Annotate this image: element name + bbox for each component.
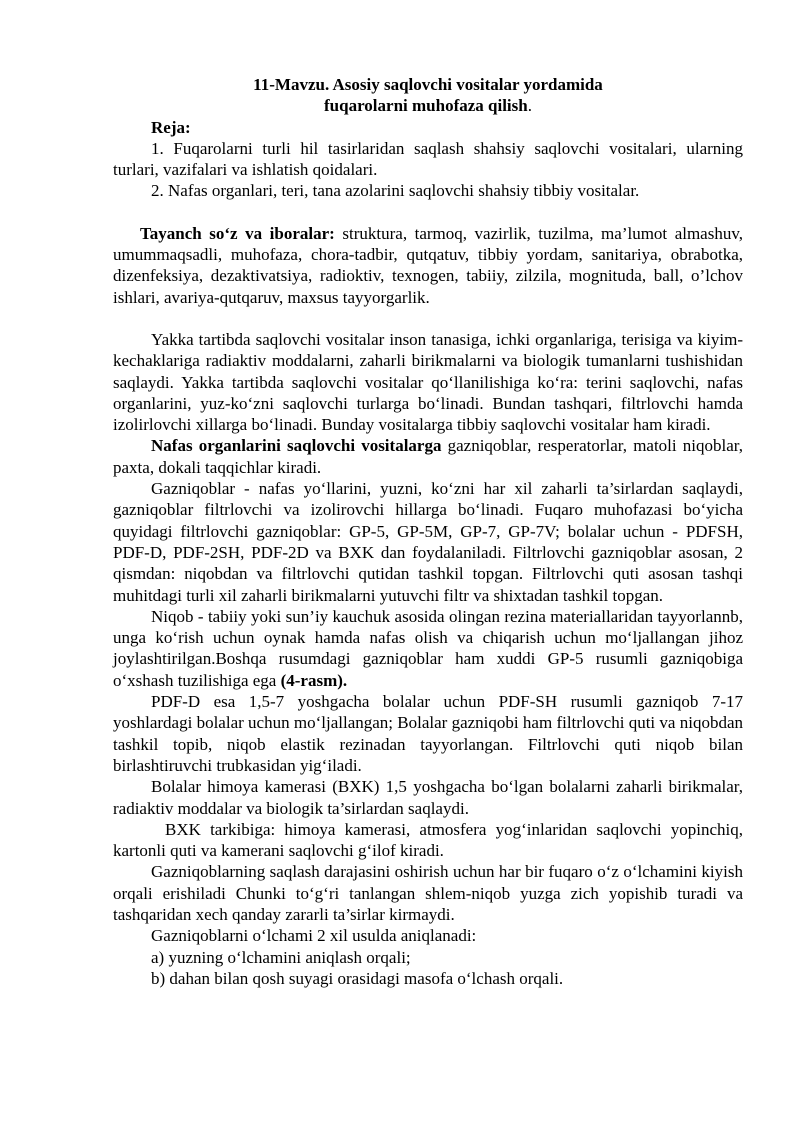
document-page — [113, 74, 743, 989]
paragraph-2 — [113, 435, 743, 478]
list-item-a: a) yuzning o‘lchamini aniqlash orqali; — [151, 947, 411, 967]
paragraph-2-text: gazniqoblar, resperatorlar, matoli niqoblar, paxta, dokali taqqichlar kiradi. — [113, 436, 743, 477]
spacer — [113, 202, 743, 223]
plan-item-2: 2. Nafas organlari, teri, tana azolarini saqlovchi shahsiy tibbiy vositalar. — [151, 181, 640, 201]
keywords-text: struktura, tarmoq, vazirlik, tuzilma, ma’lumot almashuv, umummaqsadli, muhofaza, chora-tadbir, qutqatuv, tibbiy yordam, sanitariya, obrabotka, dizenfeksiya, dezaktivatsiya, radioktiv, texnogen, tabiiy, zilzila, mognituda, ball, o’lchov ishlari, avariya-qutqaruv, maxsus tayyorgarlik. — [113, 223, 743, 307]
title-dot: . — [527, 96, 532, 116]
list-item-b: b) dahan bilan qosh suyagi orasidagi masofa o‘lchash orqali. — [151, 968, 564, 988]
paragraph-9: Gazniqoblarni o‘lchami 2 xil usulda aniqlanadi: — [151, 926, 477, 946]
keywords-paragraph — [113, 223, 743, 308]
paragraph-3: Gazniqoblar - nafas yo‘llarini, yuzni, ko‘zni har xil zaharli ta’sirlardan saqlaydi, gazniqoblar filtrlovchi va izolirovchi hillarga bo‘linadi. Fuqaro muhofazasi bo‘yicha quyidagi filtrlovchi gazniqoblar: GP-5, GP-5M, GP-7, GP-7V; bolalar uchun - PDFSH, PDF-D, PDF-2SH, PDF-2D va BXK dan foydalaniladi. Filtrlovchi gazniqoblar asosan, 2 qismdan: niqobdan va filtrlovchi qutidan tashkil topgan. Filtrlovchi quti asosan tashqi muhitdagi turli xil zaharli birikmalarni yutuvchi filtr va shixtadan tashkil topgan. — [113, 479, 743, 605]
paragraph-7: BXK tarkibiga: himoya kamerasi, atmosfera yog‘inlaridan saqlovchi yopinchiq, kartonli quti va kamerani saqlovchi g‘ilof kiradi. — [113, 819, 743, 861]
title-line-2: fuqarolarni muhofaza qilish — [324, 96, 528, 116]
paragraph-4-text: Niqob - tabiiy yoki sun’iy kauchuk asosida olingan rezina materiallaridan tayyorlannb, unga ko‘rish uchun oynak hamda nafas olish va chiqarish uchun mo‘ljallangan jihoz joylashtirilgan.Boshqa rusumdagi gazniqoblar ham xuddi GP-5 rusumli gazniqobiga o‘xshash tuzilishiga ega — [113, 606, 743, 690]
paragraph-8: Gazniqoblarning saqlash darajasini oshirish uchun har bir fuqaro o‘z o‘lchamini kiyish orqali erishiladi Chunki to‘g‘ri tanlangan shlem-niqob yuzga zich yopishib turadi va tashqaridan xech qanday zararli ta’sirlar kirmaydi. — [113, 862, 743, 924]
keywords-label: Tayanch so‘z va iboralar: — [140, 223, 335, 243]
plan-label: Reja: — [151, 117, 191, 137]
figure-reference: (4-rasm). — [280, 670, 348, 690]
spacer — [113, 308, 743, 329]
title-line-1: 11-Mavzu. Asosiy saqlovchi vositalar yordamida — [253, 75, 603, 94]
document-title — [113, 74, 743, 117]
plan-item-1: 1. Fuqarolarni turli hil tasirlaridan saqlash shahsiy saqlovchi vositalari, ularning turlari, vazifalari va ishlatish qoidalari. — [113, 138, 743, 180]
paragraph-5: PDF-D esa 1,5-7 yoshgacha bolalar uchun PDF-SH rusumli gazniqob 7-17 yoshlardagi bolalar uchun mo‘ljallangan; Bolalar gazniqobi ham filtrlovchi quti va niqobdan tashkil topib, niqob elastik rezinadan tayyorlangan. Filtrlovchi quti niqob bilan birlashtiruvchi trubkasidan yig‘iladi. — [113, 692, 743, 775]
paragraph-6: Bolalar himoya kamerasi (BXK) 1,5 yoshgacha bo‘lgan bolalarni zaharli birikmalar, radiaktiv moddalar va biologik ta’sirlardan saqlaydi. — [113, 777, 743, 818]
paragraph-2-bold: Nafas organlarini saqlovchi vositalarga — [151, 436, 442, 456]
paragraph-4 — [113, 606, 743, 691]
paragraph-1: Yakka tartibda saqlovchi vositalar inson tanasiga, ichki organlariga, terisiga va kiyim-kechaklariga radiaktiv moddalarni, zaharli birikmalarni va biologik tumanlarni tushishidan saqlaydi. Yakka tartibda saqlovchi vositalar qo‘llanilishiga ko‘ra: terini saqlovchi, nafas organlarini, yuz-ko‘zni saqlovchi turlarga bo‘linadi. Bundan tashqari, filtrlovchi hamda izolirlovchi xillarga bo‘linadi. Bunday vositalarga tibbiy saqlovchi vositalar ham kiradi. — [113, 329, 743, 435]
